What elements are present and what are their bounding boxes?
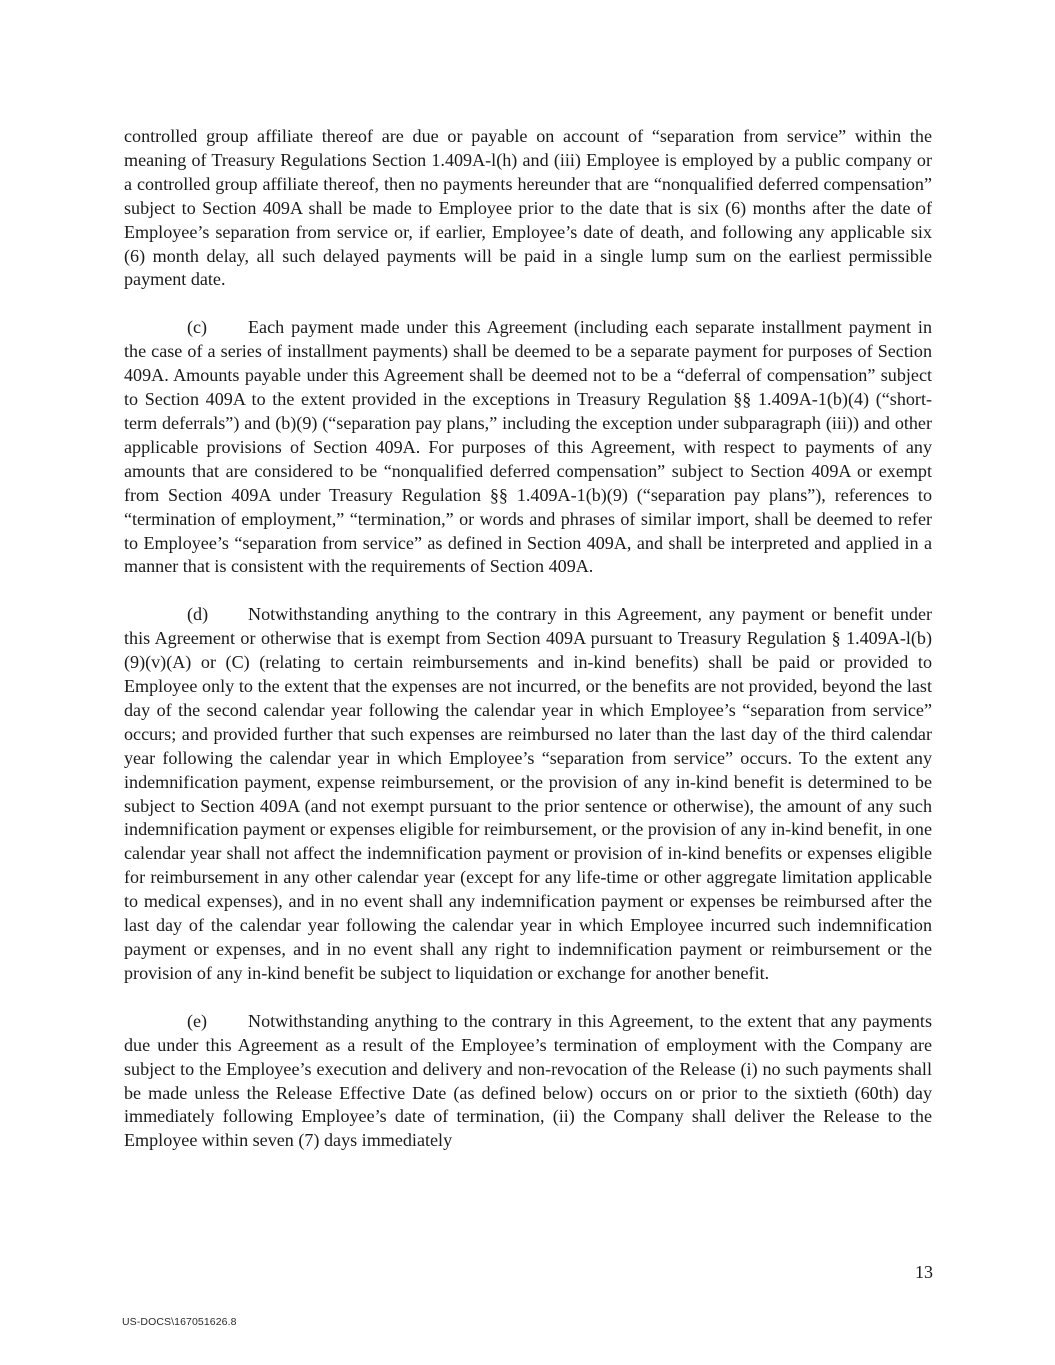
paragraph-label: (d) xyxy=(187,604,209,625)
document-id-footer: US-DOCS\167051626.8 xyxy=(122,1316,237,1328)
paragraph-e xyxy=(124,1010,932,1153)
paragraph-d xyxy=(124,603,932,986)
paragraph-label: (e) xyxy=(187,1010,208,1031)
paragraph-label: (c) xyxy=(187,317,208,338)
paragraph-continuation xyxy=(124,125,932,292)
page-number: 13 xyxy=(915,1262,933,1282)
paragraph-text: controlled group affiliate thereof are due or payable on account of “separation from service” within the meaning of Treasury Regulations Section 1.409A-l(h) and (iii) Employee is employed by a public company or a controlled group affiliate thereof, then no payments hereunder that are “nonqualified deferred compensation” subject to Section 409A shall be made to Employee prior to the date that is six (6) months after the date of Employee’s separation from service or, if earlier, Employee’s date of death, and following any applicable six (6) month delay, all such delayed payments will be paid in a single lump sum on the earliest permissible payment date. xyxy=(124,126,932,290)
paragraph-text: Notwithstanding anything to the contrary in this Agreement, any payment or benefit under this Agreement or otherwise that is exempt from Section 409A pursuant to Treasury Regulation § 1.409A-l(b)(9)(v)(A) or (C) (relating to certain reimbursements and in-kind benefits) shall be paid or provided to Employee only to the extent that the expenses are not incurred, or the benefits are not provided, beyond the last day of the second calendar year following the calendar year in which Employee’s “separation from service” occurs; and provided further that such expenses are reimbursed no later than the last day of the third calendar year following the calendar year in which Employee’s “separation from service” occurs. To the extent any indemnification payment, expense reimbursement, or the provision of any in-kind benefit is determined to be subject to Section 409A (and not exempt pursuant to the prior sentence or otherwise), the amount of any such indemnification payment or expenses eligible for reimbursement, or the provision of any in-kind benefit, in one calendar year shall not affect the indemnification payment or provision of in-kind benefits or expenses eligible for reimbursement in any other calendar year (except for any life-time or other aggregate limitation applicable to medical expenses), and in no event shall any indemnification payment or expenses be reimbursed after the last day of the calendar year following the calendar year in which Employee incurred such indemnification payment or expenses, and in no event shall any right to indemnification payment or reimbursement or the provision of any in-kind benefit be subject to liquidation or exchange for another benefit. xyxy=(124,604,932,983)
document-body xyxy=(124,125,932,1177)
paragraph-text: Notwithstanding anything to the contrary in this Agreement, to the extent that any payments due under this Agreement as a result of the Employee’s termination of employment with the Company are subject to the Employee’s execution and delivery and non-revocation of the Release (i) no such payments shall be made unless the Release Effective Date (as defined below) occurs on or prior to the sixtieth (60th) day immediately following Employee’s date of termination, (ii) the Company shall deliver the Release to the Employee within seven (7) days immediately xyxy=(124,1010,932,1151)
paragraph-text: Each payment made under this Agreement (including each separate installment payment in the case of a series of installment payments) shall be deemed to be a separate payment for purposes of Section 409A. Amounts payable under this Agreement shall be deemed not to be a “deferral of compensation” subject to Section 409A to the extent provided in the exceptions in Treasury Regulation §§ 1.409A-1(b)(4) (“short-term deferrals”) and (b)(9) (“separation pay plans,” including the exception under subparagraph (iii)) and other applicable provisions of Section 409A. For purposes of this Agreement, with respect to payments of any amounts that are considered to be “nonqualified deferred compensation” subject to Section 409A or exempt from Section 409A under Treasury Regulation §§ 1.409A-1(b)(9) (“separation pay plans”), references to “termination of employment,” “termination,” or words and phrases of similar import, shall be deemed to refer to Employee’s “separation from service” as defined in Section 409A, and shall be interpreted and applied in a manner that is consistent with the requirements of Section 409A. xyxy=(124,317,932,577)
paragraph-c xyxy=(124,316,932,579)
